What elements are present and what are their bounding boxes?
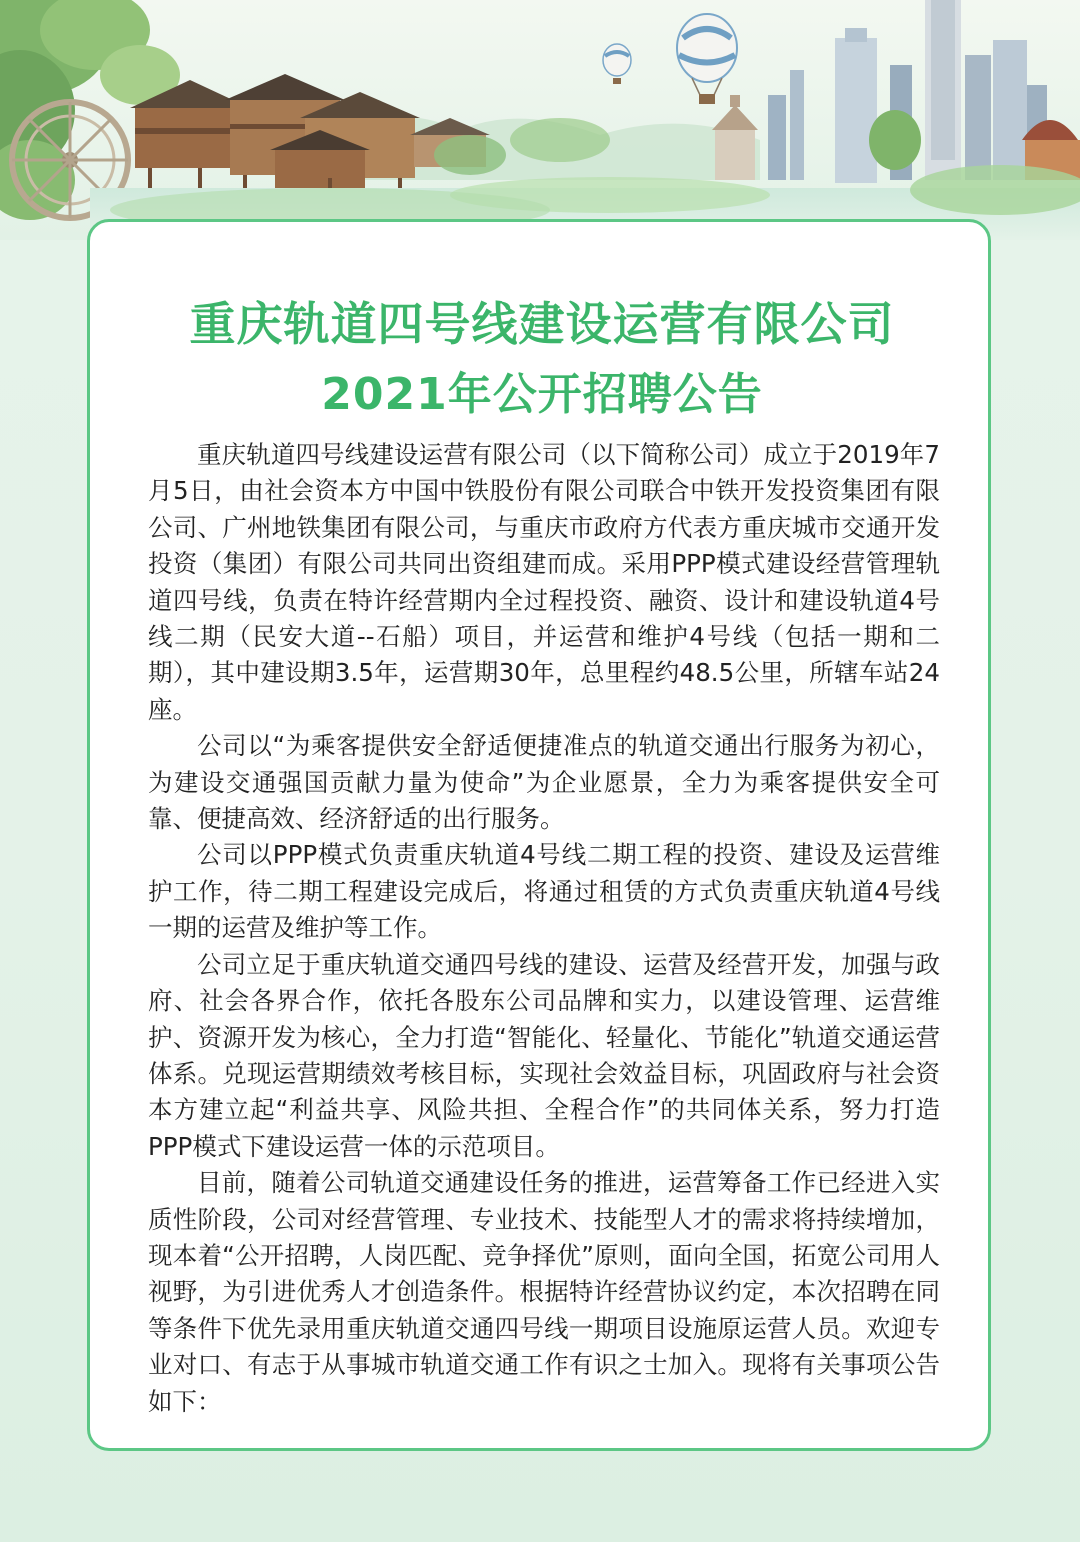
announcement-card <box>87 219 991 1451</box>
announcement-body <box>148 437 940 1420</box>
header-illustration <box>0 0 1080 240</box>
paragraph: 目前，随着公司轨道交通建设任务的推进，运营筹备工作已经进入实质性阶段，公司对经营管理、专业技术、技能型人才的需求将持续增加，现本着“公开招聘，人岗匹配、竞争择优”原则，面向全国，拓宽公司用人视野，为引进优秀人才创造条件。根据特许经营协议约定，本次招聘在同等条件下优先录用重庆轨道交通四号线一期项目设施原运营人员。欢迎专业对口、有志于从事城市轨道交通工作有识之士加入。现将有关事项公告如下： <box>148 1168 940 1416</box>
paragraph: 公司以PPP模式负责重庆轨道4号线二期工程的投资、建设及运营维护工作，待二期工程建设完成后，将通过租赁的方式负责重庆轨道4号线一期的运营及维护等工作。 <box>148 840 940 943</box>
page-title: 重庆轨道四号线建设运营有限公司 <box>189 297 895 351</box>
paragraph: 公司以“为乘客提供安全舒适便捷准点的轨道交通出行服务为初心，为建设交通强国贡献力量为使命”为企业愿景，全力为乘客提供安全可靠、便捷高效、经济舒适的出行服务。 <box>148 731 940 834</box>
paragraph: 重庆轨道四号线建设运营有限公司（以下简称公司）成立于2019年7月5日，由社会资本方中国中铁股份有限公司联合中铁开发投资集团有限公司、广州地铁集团有限公司，与重庆市政府方代表方重庆城市交通开发投资（集团）有限公司共同出资组建而成。采用PPP模式建设经营管理轨道四号线，负责在特许经营期内全过程投资、融资、设计和建设轨道4号线二期（民安大道--石船）项目，并运营和维护4号线（包括一期和二期），其中建设期3.5年，运营期30年，总里程约48.5公里，所辖车站24座。 <box>148 440 940 724</box>
paragraph: 公司立足于重庆轨道交通四号线的建设、运营及经营开发，加强与政府、社会各界合作，依托各股东公司品牌和实力，以建设管理、运营维护、资源开发为核心，全力打造“智能化、轻量化、节能化”轨道交通运营体系。兑现运营期绩效考核目标，实现社会效益目标，巩固政府与社会资本方建立起“利益共享、风险共担、全程合作”的共同体关系，努力打造PPP模式下建设运营一体的示范项目。 <box>148 949 940 1161</box>
page-subtitle: 2021年公开招聘公告 <box>321 369 763 420</box>
